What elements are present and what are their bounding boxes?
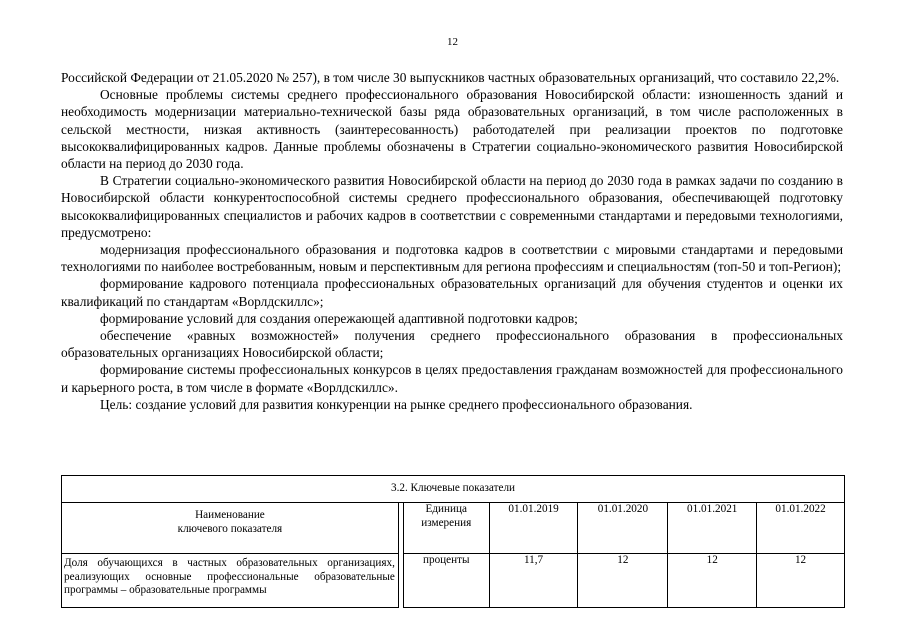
paragraph-strategy: В Стратегии социально-экономического развития Новосибирской области на период до 2030 года в рамках задачи по созданию в Новосибирской области конкурентоспособной системы среднего профессионального образования, обеспечивающей подготовку высококвалифицированных специалистов и рабочих кадров в соответствии с современными стандартами и передовыми технологиями, предусмотрено: bbox=[61, 173, 843, 240]
value-2021-cell: 12 bbox=[668, 554, 757, 608]
unit-cell: проценты bbox=[403, 554, 489, 608]
paragraph-continuation: Российской Федерации от 21.05.2020 № 257), в том числе 30 выпускников частных образовательных организаций, что составило 22,2%. bbox=[61, 70, 840, 85]
header-indicator-name-line1: Наименование bbox=[195, 509, 265, 521]
header-indicator-name-line2: ключевого показателя bbox=[177, 522, 283, 535]
value-2019-cell: 11,7 bbox=[489, 554, 578, 608]
header-date-2019: 01.01.2019 bbox=[489, 503, 578, 554]
value-2022-cell: 12 bbox=[757, 554, 845, 608]
document-body bbox=[61, 69, 843, 413]
header-unit-line2: измерения bbox=[421, 516, 472, 529]
header-date-2021: 01.01.2021 bbox=[668, 503, 757, 554]
value-2020-cell: 12 bbox=[578, 554, 668, 608]
list-item-adaptive-training: формирование условий для создания опережающей адаптивной подготовки кадров; bbox=[100, 310, 578, 326]
list-item-modernization: модернизация профессионального образования и подготовка кадров в соответствии с мировыми стандартами и передовыми технологиями по наиболее востребованным, новым и перспективным для региона профессиям и специальностям (топ-50 и топ-Регион); bbox=[61, 242, 843, 275]
header-date-2020: 01.01.2020 bbox=[578, 503, 668, 554]
header-unit bbox=[403, 503, 489, 554]
key-indicators-table bbox=[61, 475, 845, 608]
paragraph-goal: Цель: создание условий для развития конкуренции на рынке среднего профессионального образования. bbox=[100, 396, 693, 412]
page-number: 12 bbox=[447, 36, 458, 48]
table-header-row bbox=[62, 503, 845, 554]
list-item-staff-potential: формирование кадрового потенциала профессиональных образовательных организаций для обучения студентов и оценки их квалификаций по стандартам «Ворлдскиллс»; bbox=[61, 276, 843, 309]
table-row bbox=[62, 554, 845, 608]
header-date-2022: 01.01.2022 bbox=[757, 503, 845, 554]
list-item-equal-opportunities: обеспечение «равных возможностей» получения среднего профессионального образования в профессиональных образовательных организациях Новосибирской области; bbox=[61, 328, 843, 361]
table-caption: 3.2. Ключевые показатели bbox=[62, 476, 845, 503]
paragraph-problems: Основные проблемы системы среднего профессионального образования Новосибирской области: изношенность зданий и необходимость модернизации материально-технической базы ряда образовательных организаций, в том числе расположенных в сельской местности, низкая активность (заинтересованность) работодателей при реализации проектов по подготовке высококвалифицированных кадров. Данные проблемы обозначены в Стратегии социально-экономического развития Новосибирской области на период до 2030 года. bbox=[61, 87, 843, 172]
indicator-name-cell: Доля обучающихся в частных образовательных организациях, реализующих основные профессиональные образовательные программы – образовательные программы bbox=[62, 554, 399, 608]
header-indicator-name bbox=[62, 503, 399, 554]
header-unit-line1: Единица bbox=[425, 503, 467, 515]
list-item-competitions: формирование системы профессиональных конкурсов в целях предоставления гражданам возможностей для профессионального и карьерного роста, в том числе в формате «Ворлдскиллс». bbox=[61, 362, 843, 395]
